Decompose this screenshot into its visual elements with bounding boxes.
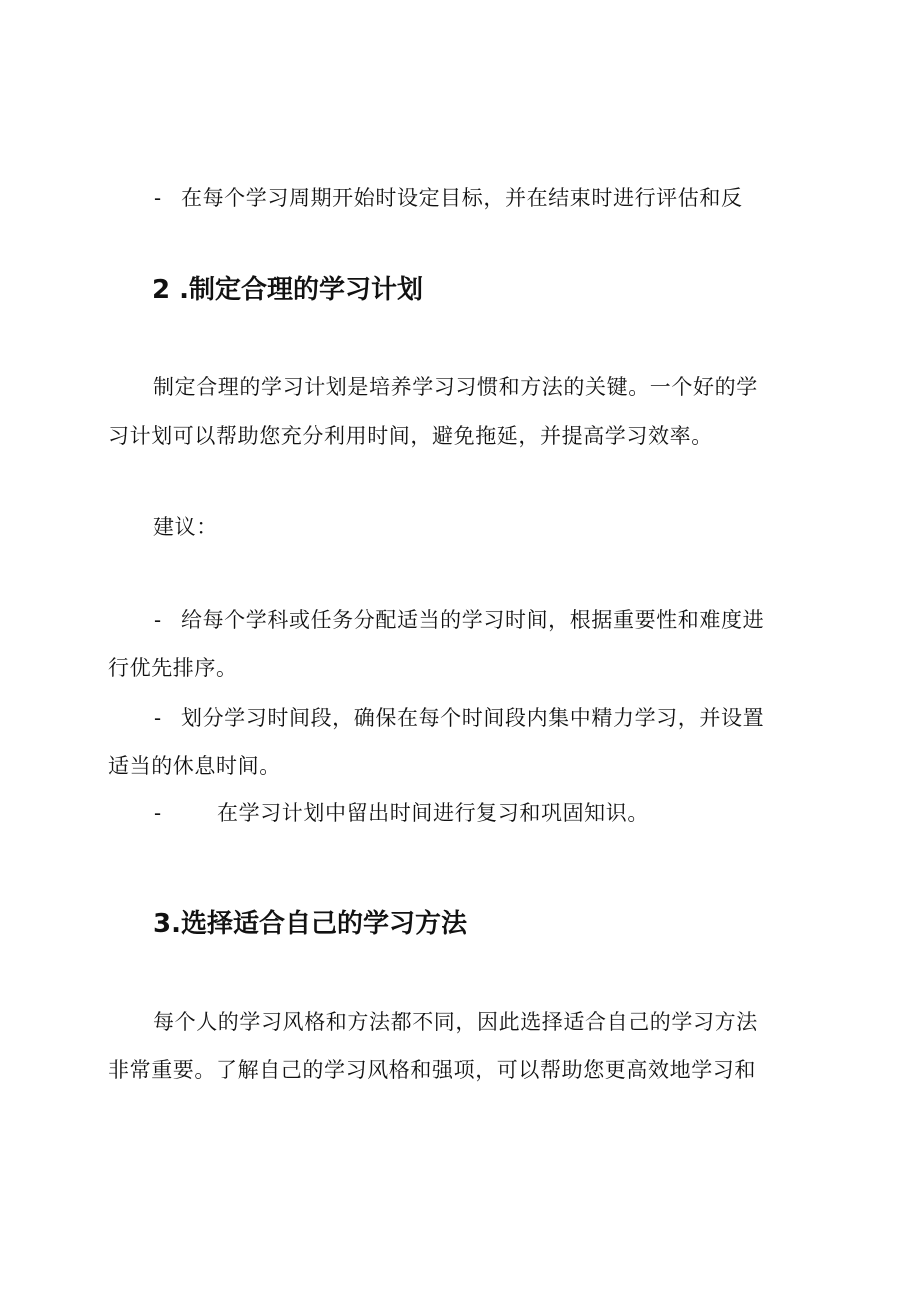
- bullet-text-continuation: 适当的休息时间。: [108, 754, 281, 778]
- section-heading-3: 3.选择适合自己的学习方法: [153, 909, 467, 939]
- bullet-item-goal-setting: [154, 183, 743, 213]
- paragraph-line: 每个人的学习风格和方法都不同，因此选择适合自己的学习方法: [153, 1010, 758, 1034]
- bullet-text: 给每个学科或任务分配适当的学习时间，根据重要性和难度进: [180, 608, 765, 632]
- paragraph-line: 非常重要。了解自己的学习风格和强项，可以帮助您更高效地学习和: [108, 1058, 756, 1082]
- bullet-dash: -: [154, 608, 162, 632]
- bullet-text: 划分学习时间段，确保在每个时间段内集中精力学习，并设置: [180, 706, 765, 730]
- bullet-item: [154, 703, 764, 733]
- bullet-dash: -: [154, 801, 162, 825]
- bullet-dash: -: [154, 186, 162, 210]
- section-heading-2: 2 .制定合理的学习计划: [152, 275, 424, 305]
- paragraph-line: 制定合理的学习计划是培养学习习惯和方法的关键。一个好的学: [153, 375, 758, 399]
- bullet-text-continuation: 行优先排序。: [108, 656, 238, 680]
- bullet-text: 在学习计划中留出时间进行复习和巩固知识。: [216, 801, 649, 825]
- paragraph-line: 习计划可以帮助您充分利用时间，避免拖延，并提高学习效率。: [108, 424, 713, 448]
- bullet-item: [154, 798, 649, 828]
- bullet-text: 在每个学习周期开始时设定目标，并在结束时进行评估和反: [180, 186, 743, 210]
- bullet-dash: -: [154, 706, 162, 730]
- suggestion-label: 建议：: [153, 515, 218, 539]
- bullet-item: [154, 605, 764, 635]
